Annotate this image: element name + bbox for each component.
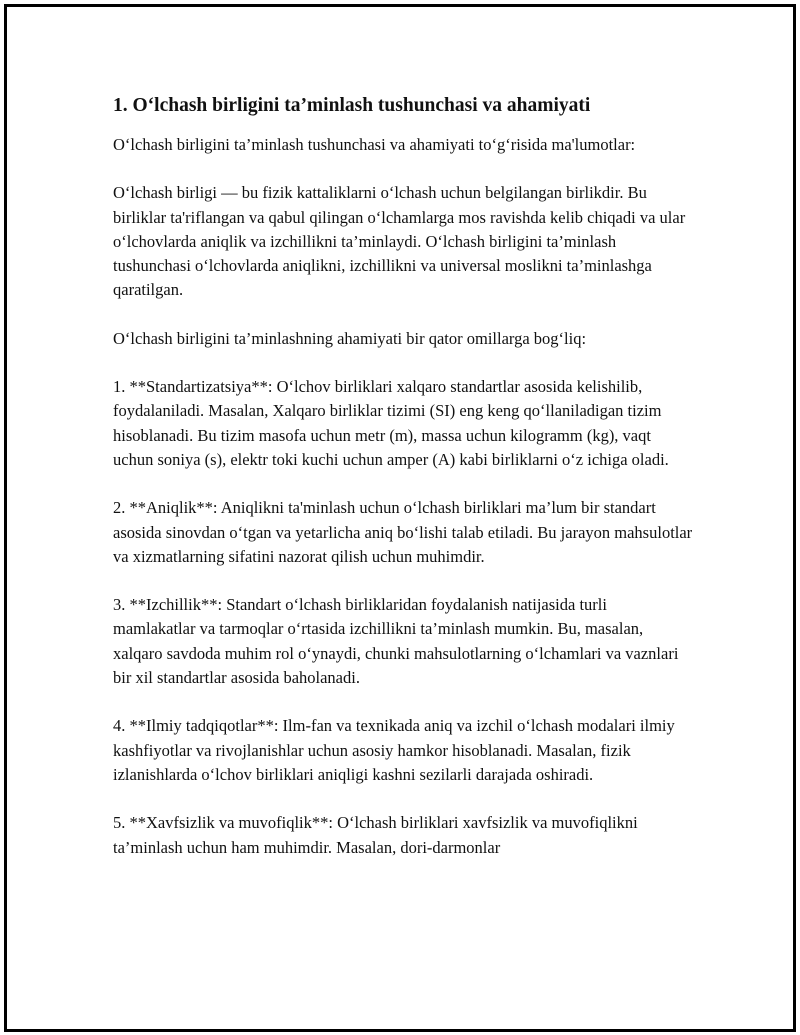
paragraph-definition: O‘lchash birligi — bu fizik kattaliklarni o‘lchash uchun belgilangan birlikdir. Bu birliklar ta'riflangan va qabul qilingan o‘lchamlarga mos ravishda kelib chiqadi va ular o‘lchovlarda aniqlik va izchillikni ta’minlaydi. O‘lchash birligini ta’minlash tushunchasi o‘lchovlarda aniqlikni, izchillikni va universal moslikni ta’minlashga qaratilgan.	[113, 183, 686, 300]
paragraph-intro: O‘lchash birligini ta’minlash tushunchasi va ahamiyati to‘g‘risida ma'lumotlar:	[113, 135, 636, 154]
list-item-standardization: 1. **Standartizatsiya**: O‘lchov birliklari xalqaro standartlar asosida kelishilib, foydalaniladi. Masalan, Xalqaro birliklar tizimi (SI) eng keng qo‘llaniladigan tizim hisoblanadi. Bu tizim masofa uchun metr (m), massa uchun kilogramm (kg), vaqt uchun soniya (s), elektr toki kuchi uchun amper (A) kabi birliklarni o‘z ichiga oladi.	[113, 377, 669, 469]
paragraph-importance: O‘lchash birligini ta’minlashning ahamiyati bir qator omillarga bog‘liq:	[113, 328, 587, 348]
document-heading: 1. O‘lchash birligini ta’minlash tushunchasi va ahamiyati	[113, 95, 591, 116]
list-item-safety: 5. **Xavfsizlik va muvofiqlik**: O‘lchash birliklari xavfsizlik va muvofiqlikni ta’minlash uchun ham muhimdir. Masalan, dori-darmonlar	[113, 813, 638, 857]
list-item-research: 4. **Ilmiy tadqiqotlar**: Ilm-fan va texnikada aniq va izchil o‘lchash modalari ilmiy kashfiyotlar va rivojlanishlar uchun asosiy hamkor hisoblanadi. Masalan, fizik izlanishlarda o‘lchov birliklari aniqligi kashni sezilarli darajada oshiradi.	[113, 716, 675, 784]
list-item-consistency: 3. **Izchillik**: Standart o‘lchash birliklaridan foydalanish natijasida turli mamlakatlar va tarmoqlar o‘rtasida izchillikni ta’minlash mumkin. Bu, masalan, xalqaro savdoda muhim rol o‘ynaydi, chunki mahsulotlarning o‘lchamlari va vaznlari bir xil standartlar asosida baholanadi.	[113, 595, 679, 688]
document-body	[113, 93, 693, 884]
list-item-accuracy: 2. **Aniqlik**: Aniqlikni ta'minlash uchun o‘lchash birliklari ma’lum bir standart asosida sinovdan o‘tgan va yetarlicha aniq bo‘lishi talab etiladi. Bu jarayon mahsulotlar va xizmatlarning sifatini nazorat qilish uchun muhimdir.	[113, 498, 693, 566]
